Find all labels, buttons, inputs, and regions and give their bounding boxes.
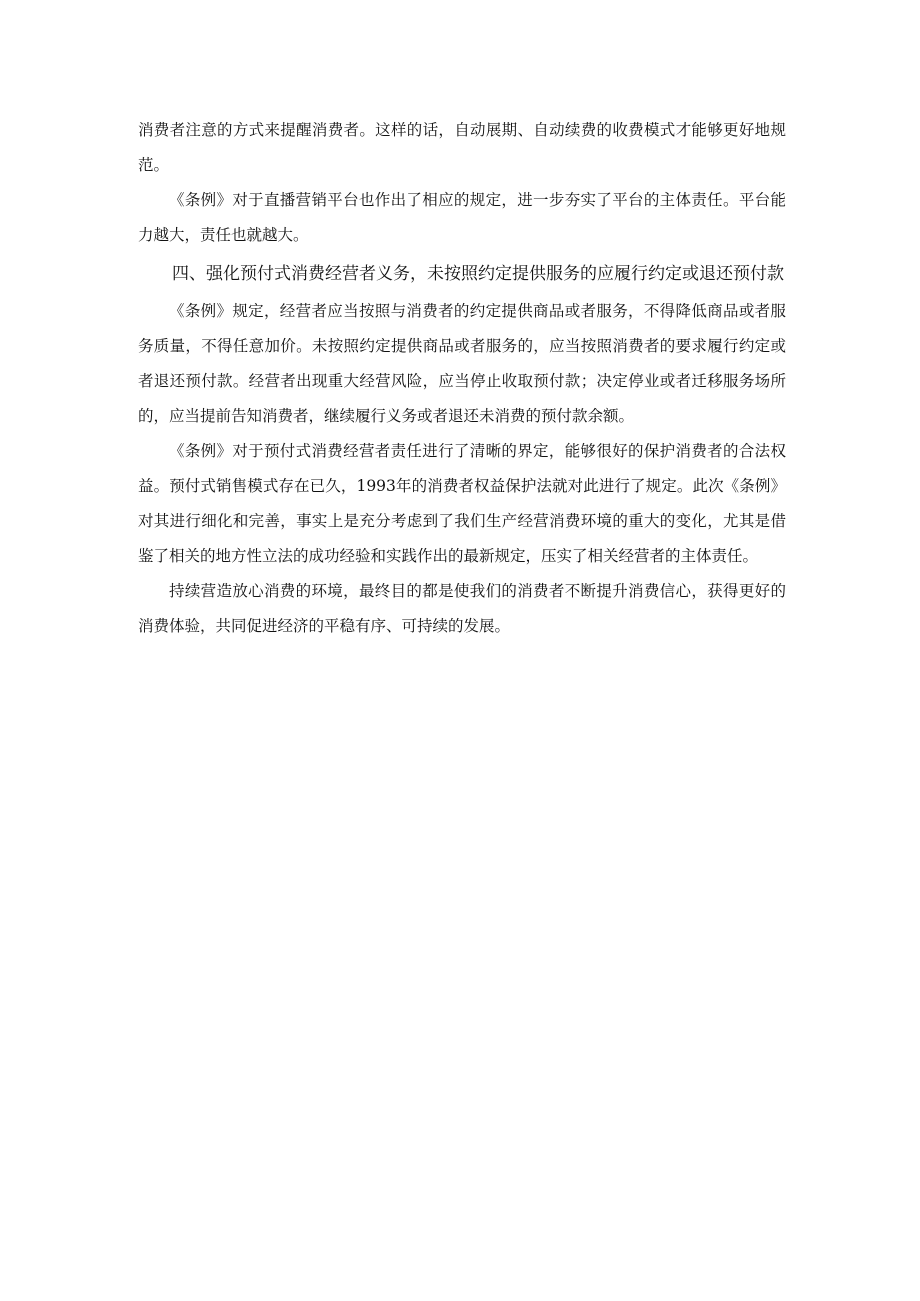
paragraph-conclusion: 持续营造放心消费的环境，最终目的都是使我们的消费者不断提升消费信心，获得更好的消费体验，共同促进经济的平稳有序、可持续的发展。 [138, 582, 786, 635]
paragraph-prepaid-responsibility: 《条例》对于预付式消费经营者责任进行了清晰的界定，能够很好的保护消费者的合法权益。预付式销售模式存在已久，1993年的消费者权益保护法就对此进行了规定。此次《条例》对其进行细化和完善，事实上是充分考虑到了我们生产经营消费环境的重大的变化，尤其是借鉴了相关的地方性立法的成功经验和实践作出的最新规定，压实了相关经营者的主体责任。 [138, 442, 786, 565]
paragraph-livestream-platform: 《条例》对于直播营销平台也作出了相应的规定，进一步夯实了平台的主体责任。平台能力越大，责任也就越大。 [138, 191, 786, 244]
paragraph-continuation: 消费者注意的方式来提醒消费者。这样的话，自动展期、自动续费的收费模式才能够更好地规范。 [138, 121, 786, 174]
document-body [138, 113, 786, 644]
section-heading-four: 四、强化预付式消费经营者义务，未按照约定提供服务的应履行约定或退还预付款 [172, 264, 784, 284]
paragraph-prepaid-rules: 《条例》规定，经营者应当按照与消费者的约定提供商品或者服务，不得降低商品或者服务质量，不得任意加价。未按照约定提供商品或者服务的，应当按照消费者的要求履行约定或者退还预付款。经营者出现重大经营风险，应当停止收取预付款；决定停业或者迁移服务场所的，应当提前告知消费者，继续履行义务或者退还未消费的预付款余额。 [138, 302, 786, 425]
